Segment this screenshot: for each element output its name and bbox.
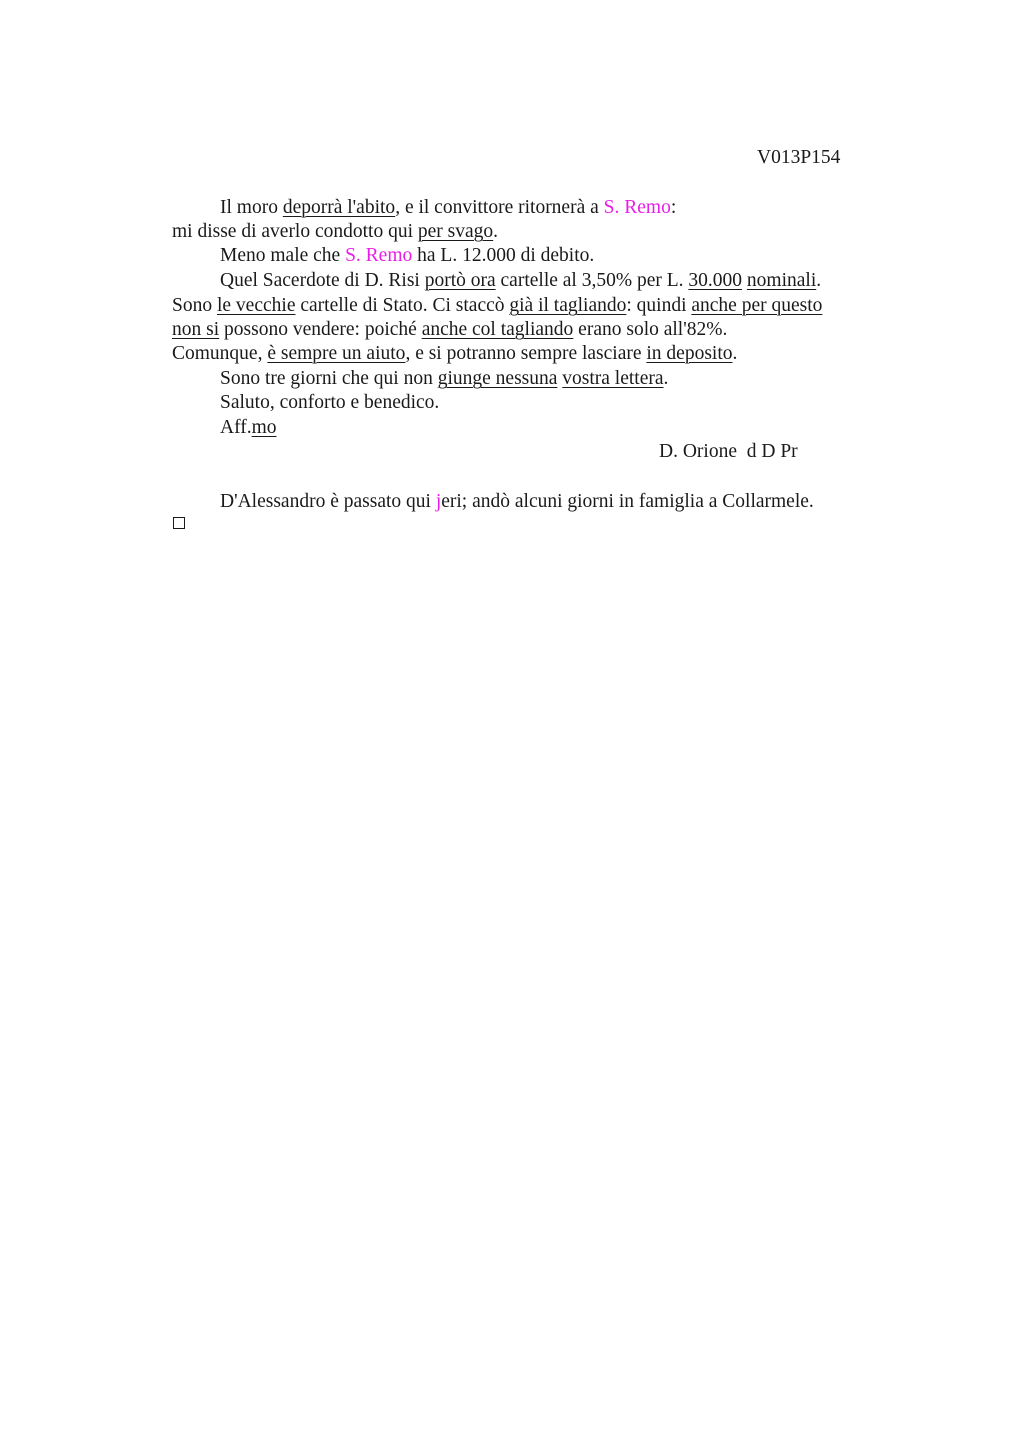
text-segment: Sono tre giorni che qui non — [220, 368, 438, 389]
underlined-text: deporrà l'abito — [282, 197, 396, 218]
letter-line-3 — [220, 244, 594, 268]
text-segment: Quel Sacerdote di D. Risi — [220, 270, 425, 291]
underlined-text: giunge nessuna — [437, 368, 558, 389]
text-segment: Saluto, conforto e benedico. — [220, 392, 440, 413]
text-segment: Sono — [172, 295, 217, 316]
letter-line-4 — [220, 269, 821, 293]
text-segment: Meno male che — [220, 245, 346, 266]
text-segment: , e si potranno sempre lasciare — [405, 343, 647, 364]
page-reference: V013P154 — [757, 147, 841, 168]
letter-line-6 — [172, 318, 727, 342]
signature: D. Orione d D Pr — [659, 441, 798, 462]
text-segment: Aff. — [220, 417, 252, 438]
letter-line-8 — [220, 367, 668, 391]
letter-line-9 — [220, 391, 439, 415]
underlined-text: vostra lettera — [562, 368, 664, 389]
text-segment: D'Alessandro è passato qui — [220, 491, 436, 512]
underlined-text: anche col tagliando — [421, 319, 574, 340]
highlighted-text: S. Remo — [603, 197, 671, 218]
letter-line-10 — [220, 416, 277, 440]
underlined-text: in deposito — [646, 343, 733, 364]
underlined-text: già il tagliando — [509, 295, 627, 316]
text-segment: cartelle al 3,50% per L. — [495, 270, 689, 291]
text-segment: . — [732, 343, 738, 364]
text-segment: : quindi — [626, 295, 692, 316]
text-segment: eri; andò alcuni giorni in famiglia a Collarmele. — [441, 491, 814, 512]
underlined-text: è sempre un aiuto — [267, 343, 406, 364]
text-segment: : — [670, 197, 677, 218]
empty-square-icon — [173, 517, 185, 529]
underlined-text: le vecchie — [216, 295, 296, 316]
text-segment: , e il convittore ritornerà a — [395, 197, 604, 218]
highlighted-text: S. Remo — [345, 245, 413, 266]
highlighted-text: j — [435, 491, 442, 512]
text-segment: erano solo all'82%. — [573, 319, 728, 340]
underlined-text: anche per questo — [691, 295, 823, 316]
underlined-text: per svago — [417, 221, 494, 242]
postscript-line — [220, 490, 814, 514]
underlined-text: nominali — [746, 270, 817, 291]
text-segment: possono vendere: poiché — [219, 319, 422, 340]
underlined-text: 30.000 — [688, 270, 743, 291]
letter-line-1 — [220, 196, 676, 220]
letter-line-5 — [172, 294, 822, 318]
underlined-text: portò ora — [424, 270, 496, 291]
underlined-text: mo — [251, 417, 277, 438]
text-segment: Comunque, — [172, 343, 268, 364]
text-segment: mi disse di averlo condotto qui — [172, 221, 418, 242]
underlined-text: non si — [172, 319, 220, 340]
text-segment: ha L. 12.000 di debito. — [412, 245, 595, 266]
text-segment: . — [493, 221, 499, 242]
text-segment: cartelle di Stato. Ci staccò — [295, 295, 510, 316]
letter-line-2 — [172, 220, 498, 244]
text-segment: . — [663, 368, 669, 389]
text-segment: Il moro — [220, 197, 283, 218]
letter-line-7 — [172, 342, 737, 366]
text-segment: . — [816, 270, 822, 291]
